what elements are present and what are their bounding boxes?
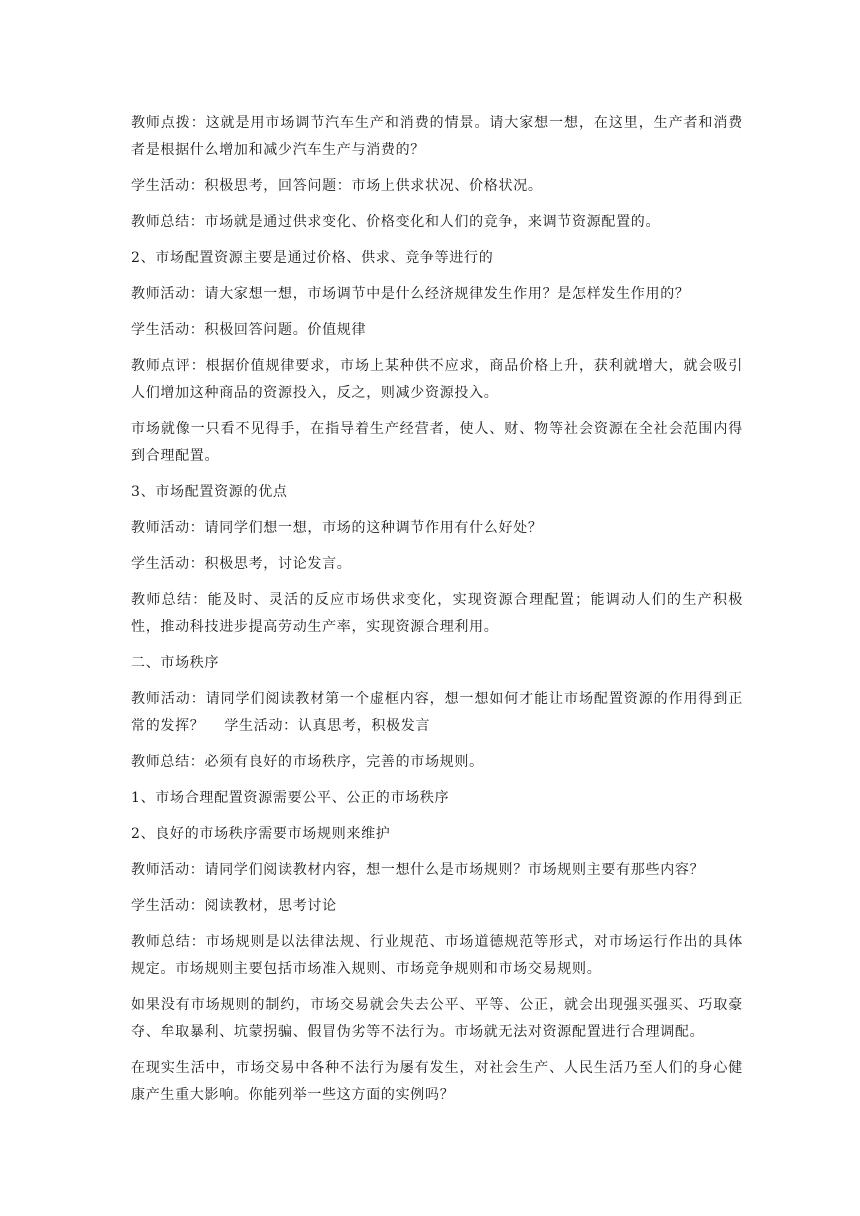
- section-heading-3: 3、市场配置资源的优点: [131, 484, 288, 500]
- paragraph-teacher-activity: 教师活动：请同学们阅读教材第一个虚框内容，想一想如何才能让市场配置资源的作用得到正常的发挥？ 学生活动：认真思考，积极发言: [131, 691, 743, 734]
- paragraph-student-activity: 学生活动：积极思考，回答问题：市场上供求状况、价格状况。: [131, 178, 543, 194]
- paragraph-teacher-summary: 教师总结：能及时、灵活的反应市场供求变化，实现资源合理配置；能调动人们的生产积极性，推动科技进步提高劳动生产率，实现资源合理利用。: [131, 592, 743, 635]
- paragraph-teacher-summary: 教师总结：市场就是通过供求变化、价格变化和人们的竞争，来调节资源配置的。: [131, 214, 661, 230]
- paragraph-real-life: 在现实生活中，市场交易中各种不法行为屡有发生，对社会生产、人民生活乃至人们的身心健康产生重大影响。你能列举一些这方面的实例吗？: [131, 1060, 743, 1103]
- document-page: [131, 110, 743, 1118]
- paragraph-teacher-summary: 教师总结：必须有良好的市场秩序，完善的市场规则。: [131, 754, 484, 770]
- paragraph-teacher-activity: 教师活动：请大家想一想，市场调节中是什么经济规律发生作用？是怎样发生作用的？: [131, 286, 690, 302]
- paragraph-teacher-activity: 教师活动：请同学们阅读教材内容，想一想什么是市场规则？市场规则主要有那些内容？: [131, 862, 705, 878]
- paragraph-teacher-comment: 教师点评：根据价值规律要求，市场上某种供不应求，商品价格上升，获利就增大，就会吸引人们增加这种商品的资源投入，反之，则减少资源投入。: [131, 358, 743, 401]
- paragraph-student-activity: 学生活动：积极回答问题。价值规律: [131, 322, 367, 338]
- section-heading-2: 2、市场配置资源主要是通过价格、供求、竞争等进行的: [131, 250, 494, 266]
- paragraph-student-activity: 学生活动：阅读教材，思考讨论: [131, 898, 337, 914]
- paragraph-invisible-hand: 市场就像一只看不见得手，在指导着生产经营者，使人、财、物等社会资源在全社会范围内得到合理配置。: [131, 421, 743, 464]
- paragraph-teacher-summary: 教师总结：市场规则是以法律法规、行业规范、市场道德规范等形式，对市场运行作出的具体规定。市场规则主要包括市场准入规则、市场竞争规则和市场交易规则。: [131, 934, 743, 977]
- subsection-heading-1: 1、市场合理配置资源需要公平、公正的市场秩序: [131, 790, 450, 806]
- paragraph-teacher-hint: 教师点拨：这就是用市场调节汽车生产和消费的情景。请大家想一想，在这里，生产者和消费者是根据什么增加和减少汽车生产与消费的？: [131, 115, 743, 158]
- paragraph-student-activity: 学生活动：积极思考，讨论发言。: [131, 556, 352, 572]
- section-heading-market-order: 二、市场秩序: [131, 655, 220, 671]
- paragraph-market-rules: 如果没有市场规则的制约，市场交易就会失去公平、平等、公正，就会出现强买强买、巧取豪夺、牟取暴利、坑蒙拐骗、假冒伪劣等不法行为。市场就无法对资源配置进行合理调配。: [131, 997, 743, 1040]
- subsection-heading-2: 2、良好的市场秩序需要市场规则来维护: [131, 826, 391, 842]
- paragraph-teacher-activity: 教师活动：请同学们想一想，市场的这种调节作用有什么好处？: [131, 520, 543, 536]
